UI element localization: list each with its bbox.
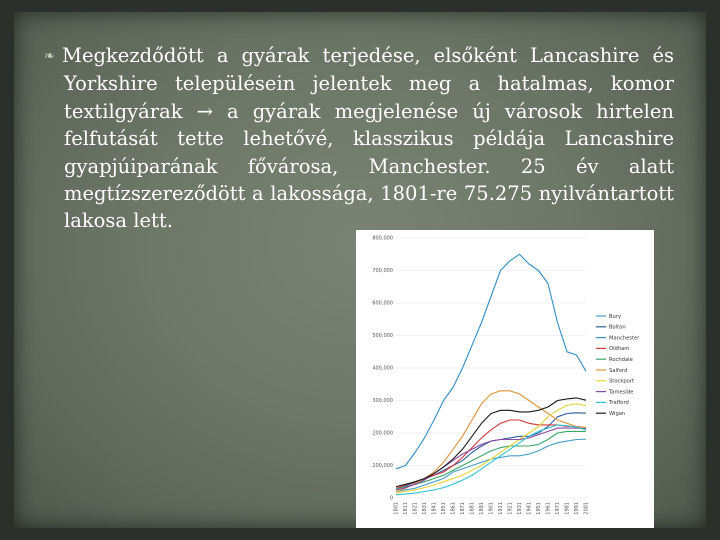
x-tick-label: 1801 xyxy=(393,502,400,515)
x-tick-label: 1901 xyxy=(488,502,495,515)
y-tick-label: 300,000 xyxy=(372,398,393,404)
x-tick-label: 1941 xyxy=(526,502,533,515)
x-tick-label: 1891 xyxy=(479,502,485,515)
body-text: Megkezdődött a gyárak terjedése, elsőként Lancashire és Yorkshire településein jelentek meg a hatalmas, komor textilgyárak xyxy=(62,44,674,123)
legend-label: Trafford xyxy=(609,400,629,407)
legend-label: Tameside xyxy=(609,389,634,396)
y-tick-label: 800,000 xyxy=(372,235,393,242)
x-tick-label: 1951 xyxy=(536,502,542,515)
x-tick-label: 1821 xyxy=(412,502,419,515)
ornamental-bullet-icon: ❧ xyxy=(44,49,55,64)
x-tick-label: 1881 xyxy=(469,502,476,515)
series-line-manchester xyxy=(396,254,586,468)
x-tick-label: 1851 xyxy=(441,502,447,515)
population-chart xyxy=(356,230,654,528)
legend-label: Oldham xyxy=(609,346,630,353)
x-tick-label: 1831 xyxy=(422,502,428,515)
bullet-paragraph xyxy=(44,42,674,235)
x-tick-label: 1911 xyxy=(498,502,504,515)
series-line-trafford xyxy=(396,425,586,495)
x-tick-label: 1991 xyxy=(574,502,580,515)
x-tick-label: 1971 xyxy=(555,502,561,515)
legend-label: Stockport xyxy=(609,378,634,385)
y-tick-label: 0 xyxy=(389,495,393,502)
y-tick-label: 700,000 xyxy=(372,268,393,274)
legend-label: Rochdale xyxy=(609,357,633,363)
x-tick-label: 1811 xyxy=(403,502,409,515)
y-tick-label: 100,000 xyxy=(372,463,393,469)
legend-label: Bury xyxy=(609,313,622,320)
y-tick-label: 500,000 xyxy=(372,333,393,339)
legend-label: Bolton xyxy=(609,324,626,331)
x-tick-label: 1931 xyxy=(517,502,523,515)
x-tick-label: 2001 xyxy=(583,502,590,515)
y-tick-label: 200,000 xyxy=(372,430,393,437)
x-tick-label: 1961 xyxy=(545,502,552,515)
body-text-continued: a gyárak megjelenése új városok hirtelen felfutását tette lehetővé, klasszikus példája Lancashire gyapjúiparának fővárosa, Manchester. 25 év alatt megtízszereződött a lakossága, 1801-re 75.275 nyilvántartott lakosa lett. xyxy=(64,99,674,233)
x-tick-label: 1981 xyxy=(564,502,571,515)
x-tick-label: 1841 xyxy=(431,502,438,515)
x-tick-label: 1871 xyxy=(460,502,466,515)
legend-label: Manchester xyxy=(609,335,640,342)
y-tick-label: 600,000 xyxy=(372,300,393,307)
legend-label: Wigan xyxy=(609,411,626,417)
arrow-icon: → xyxy=(196,99,213,123)
x-tick-label: 1921 xyxy=(507,502,514,515)
x-tick-label: 1861 xyxy=(450,502,457,515)
legend-label: Salford xyxy=(609,367,628,374)
line-chart-svg xyxy=(356,230,654,528)
y-tick-label: 400,000 xyxy=(372,365,393,372)
